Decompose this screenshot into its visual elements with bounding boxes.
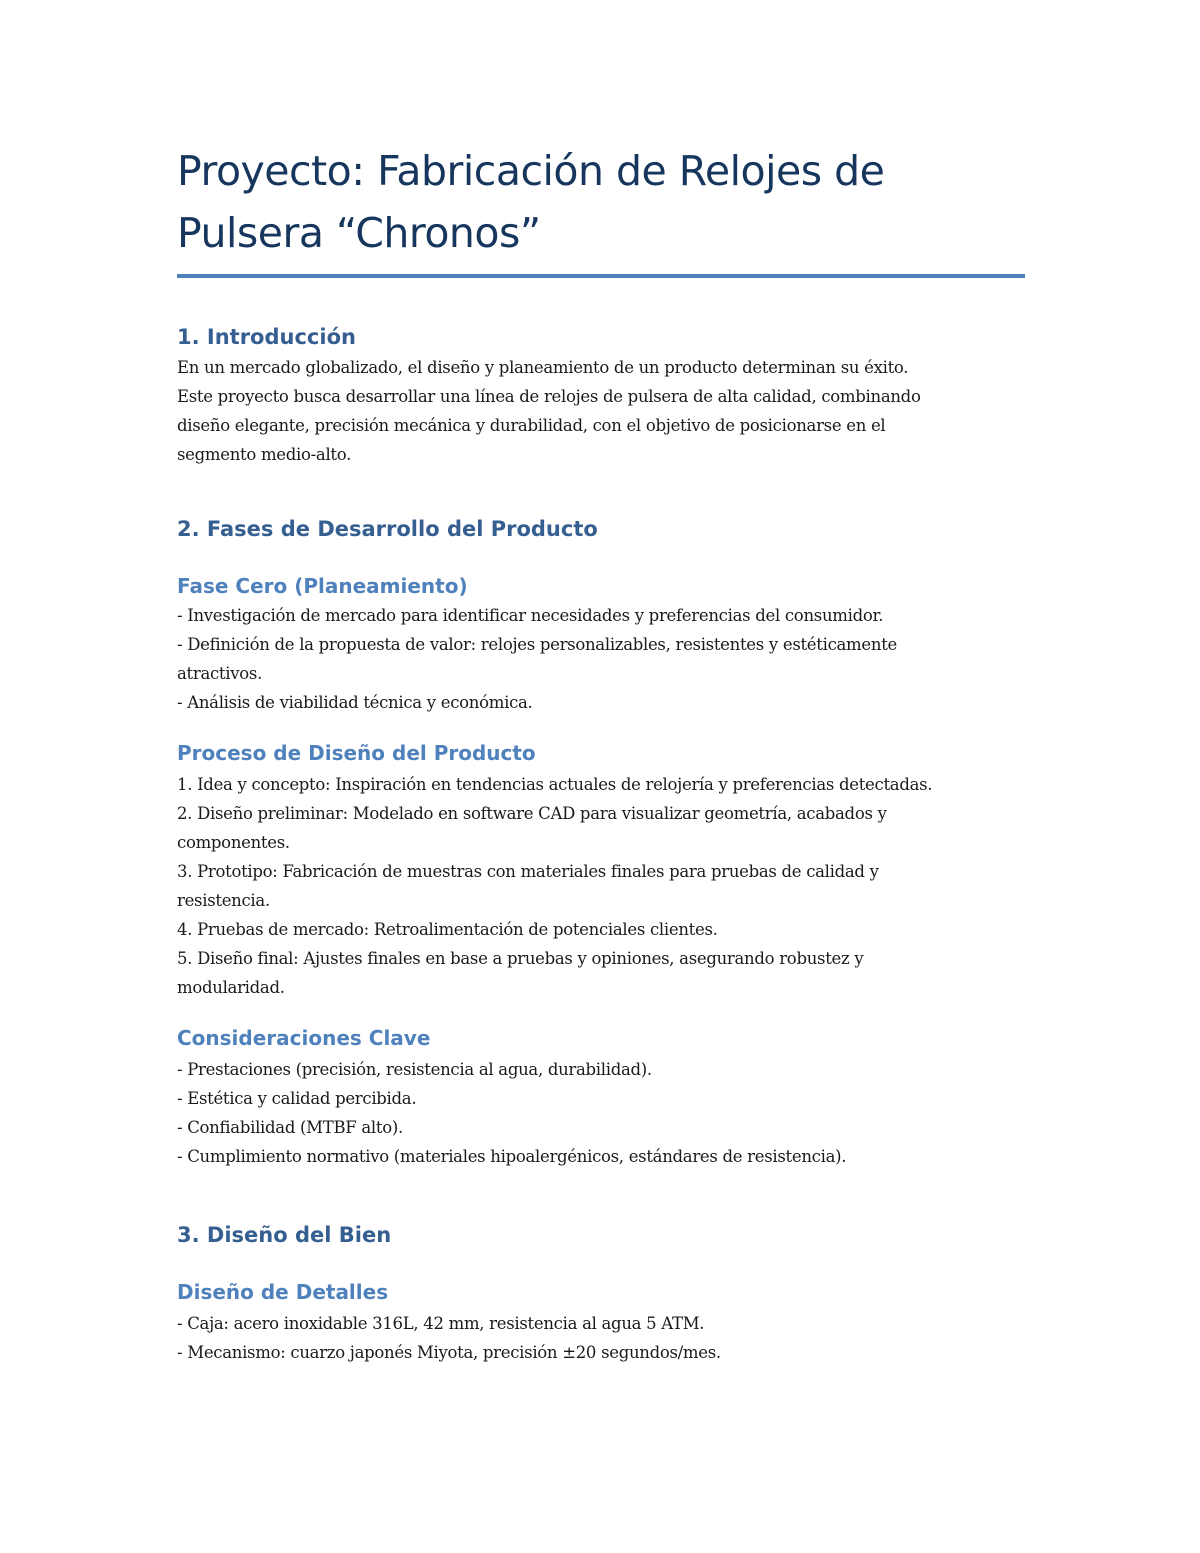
diseno-detalles-list [177,1309,1025,1367]
list-item: - Estética y calidad percibida. [177,1089,417,1108]
intro-line: Este proyecto busca desarrollar una línea de relojes de pulsera de alta calidad, combinando [177,387,921,406]
intro-paragraph [177,353,1025,469]
list-item: - Prestaciones (precisión, resistencia al agua, durabilidad). [177,1060,652,1079]
heading-fase-cero: Fase Cero (Planeamiento) [177,574,468,598]
list-item: - Cumplimiento normativo (materiales hipoalergénicos, estándares de resistencia). [177,1147,847,1166]
list-item: 5. Diseño final: Ajustes finales en base a pruebas y opiniones, asegurando robustez y [177,949,864,968]
list-item: atractivos. [177,664,263,683]
intro-line: diseño elegante, precisión mecánica y durabilidad, con el objetivo de posicionarse en el [177,416,886,435]
list-item: 3. Prototipo: Fabricación de muestras con materiales finales para pruebas de calidad y [177,862,879,881]
list-item: - Mecanismo: cuarzo japonés Miyota, precisión ±20 segundos/mes. [177,1343,721,1362]
heading-introduccion: 1. Introducción [177,325,356,349]
list-item: resistencia. [177,891,270,910]
heading-diseno-detalles: Diseño de Detalles [177,1280,389,1304]
document-title [177,140,1025,264]
list-item: 1. Idea y concepto: Inspiración en tendencias actuales de relojería y preferencias detectadas. [177,775,933,794]
document-page [177,140,1025,1367]
list-item: - Confiabilidad (MTBF alto). [177,1118,403,1137]
fase-cero-list [177,601,1025,717]
heading-diseno-del-bien: 3. Diseño del Bien [177,1223,392,1247]
intro-line: En un mercado globalizado, el diseño y planeamiento de un producto determinan su éxito. [177,358,909,377]
list-item: modularidad. [177,978,285,997]
heading-consideraciones-clave: Consideraciones Clave [177,1026,431,1050]
intro-line: segmento medio-alto. [177,445,352,464]
consideraciones-list [177,1055,1025,1171]
list-item: - Definición de la propuesta de valor: relojes personalizables, resistentes y estéticamente [177,635,897,654]
list-item: componentes. [177,833,290,852]
title-line-1: Proyecto: Fabricación de Relojes de [177,147,885,195]
list-item: - Investigación de mercado para identificar necesidades y preferencias del consumidor. [177,606,884,625]
proceso-diseno-list [177,770,1025,1002]
list-item: - Análisis de viabilidad técnica y económica. [177,693,533,712]
title-underline-rule [177,274,1025,278]
list-item: 4. Pruebas de mercado: Retroalimentación de potenciales clientes. [177,920,718,939]
heading-fases-desarrollo: 2. Fases de Desarrollo del Producto [177,517,598,541]
heading-proceso-diseno: Proceso de Diseño del Producto [177,741,536,765]
list-item: - Caja: acero inoxidable 316L, 42 mm, resistencia al agua 5 ATM. [177,1314,705,1333]
title-line-2: Pulsera “Chronos” [177,209,541,257]
list-item: 2. Diseño preliminar: Modelado en software CAD para visualizar geometría, acabados y [177,804,887,823]
